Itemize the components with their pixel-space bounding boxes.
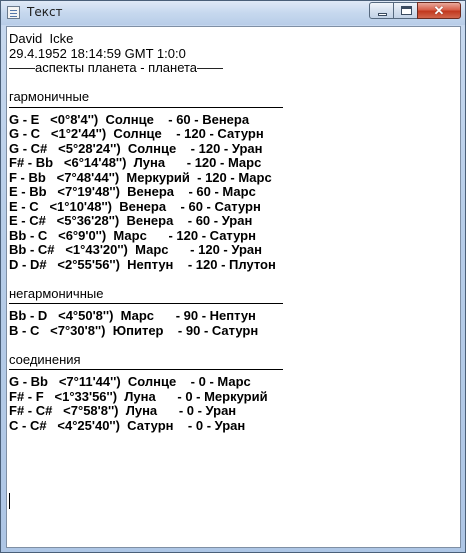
section-harmonious (9, 90, 449, 272)
document-icon (7, 6, 20, 19)
title-bar[interactable] (1, 1, 465, 25)
aspect-row: Bb - C <6°9'0'') Марс - 120 - Сатурн (9, 227, 256, 243)
section-title: соединения (9, 351, 81, 367)
section-divider (9, 107, 283, 108)
person-name: David Icke (9, 31, 74, 46)
aspect-row: G - E <0°8'4'') Солнце - 60 - Венера (9, 111, 250, 127)
aspect-row: F# - F <1°33'56'') Луна - 0 - Меркурий (9, 388, 268, 404)
close-button[interactable] (417, 2, 461, 19)
section-disharmonious (9, 287, 449, 339)
birth-datetime: 29.4.1952 18:14:59 GMT 1:0:0 (9, 45, 186, 61)
aspect-row: E - C <1°10'48'') Венера - 60 - Сатурн (9, 198, 261, 214)
aspect-row: F# - C# <7°58'8'') Луна - 0 - Уран (9, 403, 237, 418)
section-conjunctions (9, 353, 449, 434)
aspect-row: F - Bb <7°48'44'') Меркурий - 120 - Марс (9, 169, 272, 185)
close-icon: ✕ (433, 3, 445, 18)
aspects-header: ——аспекты планета - планета—— (9, 60, 224, 75)
text-cursor (9, 493, 10, 509)
aspect-row: B - C <7°30'8'') Юпитер - 90 - Сатурн (9, 322, 259, 338)
minimize-button[interactable] (369, 2, 394, 19)
aspect-row: Bb - C# <1°43'20'') Марс - 120 - Уран (9, 242, 262, 257)
text-content (9, 32, 449, 433)
aspect-row: Bb - D <4°50'8'') Марс - 90 - Нептун (9, 308, 256, 323)
aspect-row: G - C <1°2'44'') Солнце - 120 - Сатурн (9, 126, 264, 141)
aspect-row: D - D# <2°55'56'') Нептун - 120 - Плутон (9, 256, 276, 272)
section-divider (9, 369, 283, 370)
aspect-row: E - Bb <7°19'48'') Венера - 60 - Марс (9, 184, 256, 199)
maximize-icon (401, 6, 412, 15)
aspect-row: C - C# <4°25'40'') Сатурн - 0 - Уран (9, 417, 246, 433)
window-title: Текст (27, 5, 63, 19)
aspect-row: F# - Bb <6°14'48'') Луна - 120 - Марс (9, 155, 262, 170)
aspect-row: E - C# <5°36'28'') Венера - 60 - Уран (9, 213, 253, 228)
text-area[interactable] (6, 26, 461, 548)
minimize-icon (378, 13, 387, 16)
aspect-row: G - C# <5°28'24'') Солнце - 120 - Уран (9, 140, 263, 156)
maximize-button[interactable] (393, 2, 418, 19)
section-title: негармоничные (9, 285, 104, 301)
section-divider (9, 303, 283, 304)
aspect-row: G - Bb <7°11'44'') Солнце - 0 - Марс (9, 374, 251, 389)
section-title: гармоничные (9, 89, 90, 104)
